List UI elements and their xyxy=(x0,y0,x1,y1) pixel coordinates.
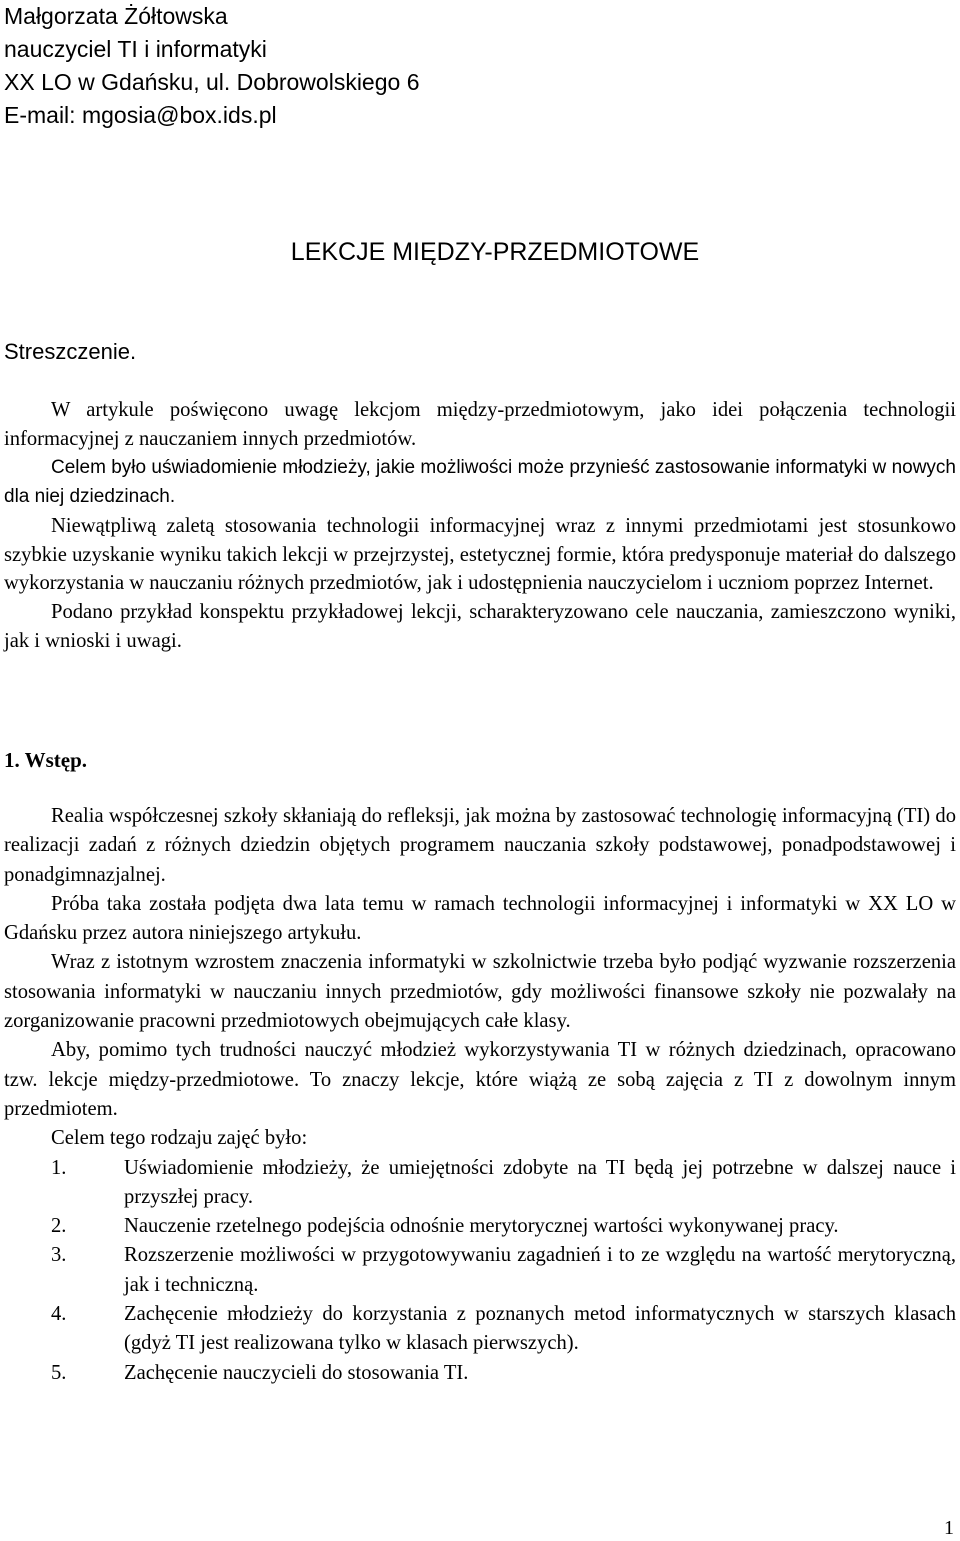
list-item-text: Nauczenie rzetelnego podejścia odnośnie merytorycznej wartości wykonywanej pracy. xyxy=(124,1215,839,1238)
author-school: XX LO w Gdańsku, ul. Dobrowolskiego 6 xyxy=(4,69,420,95)
list-item xyxy=(4,1300,956,1359)
list-item-text: Zachęcenie nauczycieli do stosowania TI. xyxy=(124,1361,469,1384)
body-paragraph: Próba taka została podjęta dwa lata temu w ramach technologii informacyjnej i informatyki w XX LO w Gdańsku przez autora niniejszego artykułu. xyxy=(4,892,956,945)
abstract-paragraph: Podano przykład konspektu przykładowej lekcji, scharakteryzowano cele nauczania, zamieszczono wyniki, jak i wnioski i uwagi. xyxy=(4,601,956,653)
list-item-number: 2. xyxy=(51,1215,67,1238)
section-body xyxy=(4,802,956,1388)
abstract-body xyxy=(4,396,956,656)
list-item xyxy=(4,1212,956,1241)
body-paragraph: Aby, pomimo tych trudności nauczyć młodzież wykorzystywania TI w różnych dziedzinach, opracowano tzw. lekcje między-przedmiotowe. To znaczy lekcje, które wiążą ze sobą zajęcia z TI z dowolnym innym przedmiotem. xyxy=(4,1039,956,1120)
author-name: Małgorzata Żółtowska xyxy=(4,3,228,29)
abstract-paragraph: Celem było uświadomienie młodzieży, jakie możliwości może przynieść zastosowanie informatyki w nowych dla niej dziedzinach. xyxy=(4,456,956,507)
list-item-text: Rozszerzenie możliwości w przygotowywaniu zagadnień i to ze względu na wartość merytoryczną, jak i techniczną. xyxy=(124,1244,956,1296)
list-item-number: 4. xyxy=(51,1303,67,1326)
list-item-number: 3. xyxy=(51,1244,67,1267)
author-header xyxy=(4,0,419,132)
abstract-heading: Streszczenie. xyxy=(4,339,137,364)
page-number: 1 xyxy=(944,1517,954,1539)
list-item xyxy=(4,1154,956,1213)
list-item xyxy=(4,1241,956,1300)
section-heading: 1. Wstęp. xyxy=(4,748,88,772)
author-email: E-mail: mgosia@box.ids.pl xyxy=(4,102,277,128)
list-item-text: Zachęcenie młodzieży do korzystania z poznanych metod informatycznych w starszych klasach (gdyż TI jest realizowana tylko w klasach pierwszych). xyxy=(124,1303,956,1355)
body-paragraph: Realia współczesnej szkoły skłaniają do refleksji, jak można by zastosować technologię informacyjną (TI) do realizacji zadań z różnych dziedzin objętych programem nauczania szkoły podstawowej, ponadpodstawowej i ponadgimnazjalnej. xyxy=(4,805,956,886)
list-item-number: 5. xyxy=(51,1361,67,1384)
list-item xyxy=(4,1359,956,1388)
abstract-paragraph: W artykule poświęcono uwagę lekcjom między-przedmiotowym, jako idei połączenia technologii informacyjnej z nauczaniem innych przedmiotów. xyxy=(4,399,956,450)
body-paragraph: Celem tego rodzaju zajęć było: xyxy=(51,1127,308,1150)
author-position: nauczyciel TI i informatyki xyxy=(4,36,267,62)
abstract-paragraph: Niewątpliwą zaletą stosowania technologii informacyjnej wraz z innymi przedmiotami jest stosunkowo szybkie uzyskanie wyniku takich lekcji w przejrzystej, estetycznej formie, która predysponuje materiał do dalszego wykorzystania w nauczaniu różnych przedmiotów, jak i udostępnienia nauczycielom i uczniom poprzez Internet. xyxy=(4,514,956,595)
body-paragraph: Wraz z istotnym wzrostem znaczenia informatyki w szkolnictwie trzeba było podjąć wyzwanie rozszerzenia stosowania informatyki w nauczaniu innych przedmiotów, gdy możliwości finansowe szkoły nie pozwalały na zorganizowanie pracowni przedmiotowych obejmujących całe klasy. xyxy=(4,951,956,1033)
list-item-text: Uświadomienie młodzieży, że umiejętności zdobyte na TI będą jej potrzebne w dalszej nauce i przyszłej pracy. xyxy=(124,1156,956,1208)
list-item-number: 1. xyxy=(51,1156,67,1179)
aims-list xyxy=(4,1154,956,1388)
document-title: LEKCJE MIĘDZY-PRZEDMIOTOWE xyxy=(290,238,700,266)
